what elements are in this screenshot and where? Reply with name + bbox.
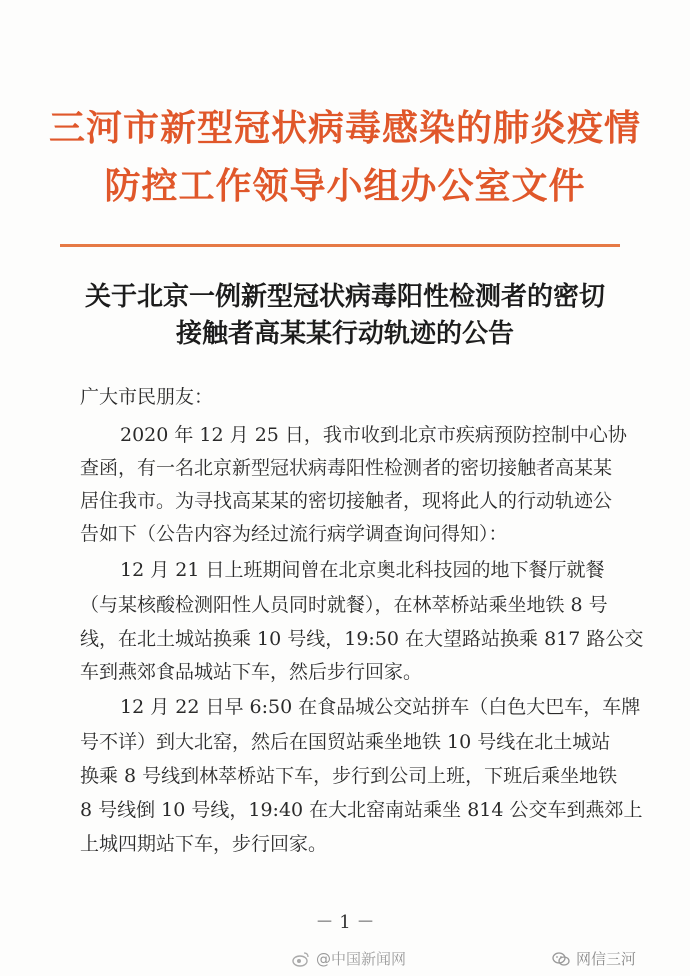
- body-line: 号不详）到大北窑，然后在国贸站乘坐地铁 10 号线在北土城站: [80, 731, 611, 753]
- page-number: － 1 －: [315, 912, 375, 933]
- notice-title-line-2: 接触者高某某行动轨迹的公告: [175, 319, 514, 349]
- watermark-left: [292, 948, 406, 969]
- document-header-line-2: 防控工作领导小组办公室文件: [104, 166, 586, 207]
- watermark-left-text: @中国新闻网: [316, 950, 407, 968]
- body-line: 12 月 22 日早 6:50 在食品城公交站拼车（白色大巴车，车牌: [120, 696, 641, 718]
- weibo-icon: [292, 950, 310, 968]
- wechat-icon: [552, 950, 570, 968]
- salutation: 广大市民朋友：: [80, 386, 214, 408]
- body-line: （与某核酸检测阳性人员同时就餐），在林萃桥站乘坐地铁 8 号: [80, 594, 608, 616]
- body-line: 8 号线倒 10 号线，19:40 在大北窑南站乘坐 814 公交车到燕郊上: [80, 799, 643, 821]
- body-line: 换乘 8 号线到林萃桥站下车，步行到公司上班，下班后乘坐地铁: [80, 765, 618, 787]
- body-line: 车到燕郊食品城站下车，然后步行回家。: [80, 661, 423, 683]
- body-line: 2020 年 12 月 25 日，我市收到北京市疾病预防控制中心协: [120, 424, 627, 446]
- notice-title-line-1: 关于北京一例新型冠状病毒阳性检测者的密切: [84, 282, 605, 312]
- watermark-right-text: 网信三河: [576, 950, 637, 968]
- body-line: 居住我市。为寻找高某某的密切接触者，现将此人的行动轨迹公: [80, 490, 613, 512]
- document-header-line-1: 三河市新型冠状病毒感染的肺炎疫情: [48, 108, 641, 149]
- body-line: 告如下（公告内容为经过流行病学调查询问得知）：: [80, 523, 508, 545]
- body-line: 线，在北土城站换乘 10 号线，19:50 在大望路站换乘 817 路公交: [80, 628, 644, 650]
- body-line: 查函，有一名北京新型冠状病毒阳性检测者的密切接触者高某某: [80, 457, 613, 479]
- header-divider: [60, 244, 620, 247]
- body-line: 上城四期站下车，步行回家。: [80, 833, 328, 855]
- watermark-right: [552, 948, 636, 969]
- body-line: 12 月 21 日上班期间曾在北京奥北科技园的地下餐厅就餐: [120, 559, 605, 581]
